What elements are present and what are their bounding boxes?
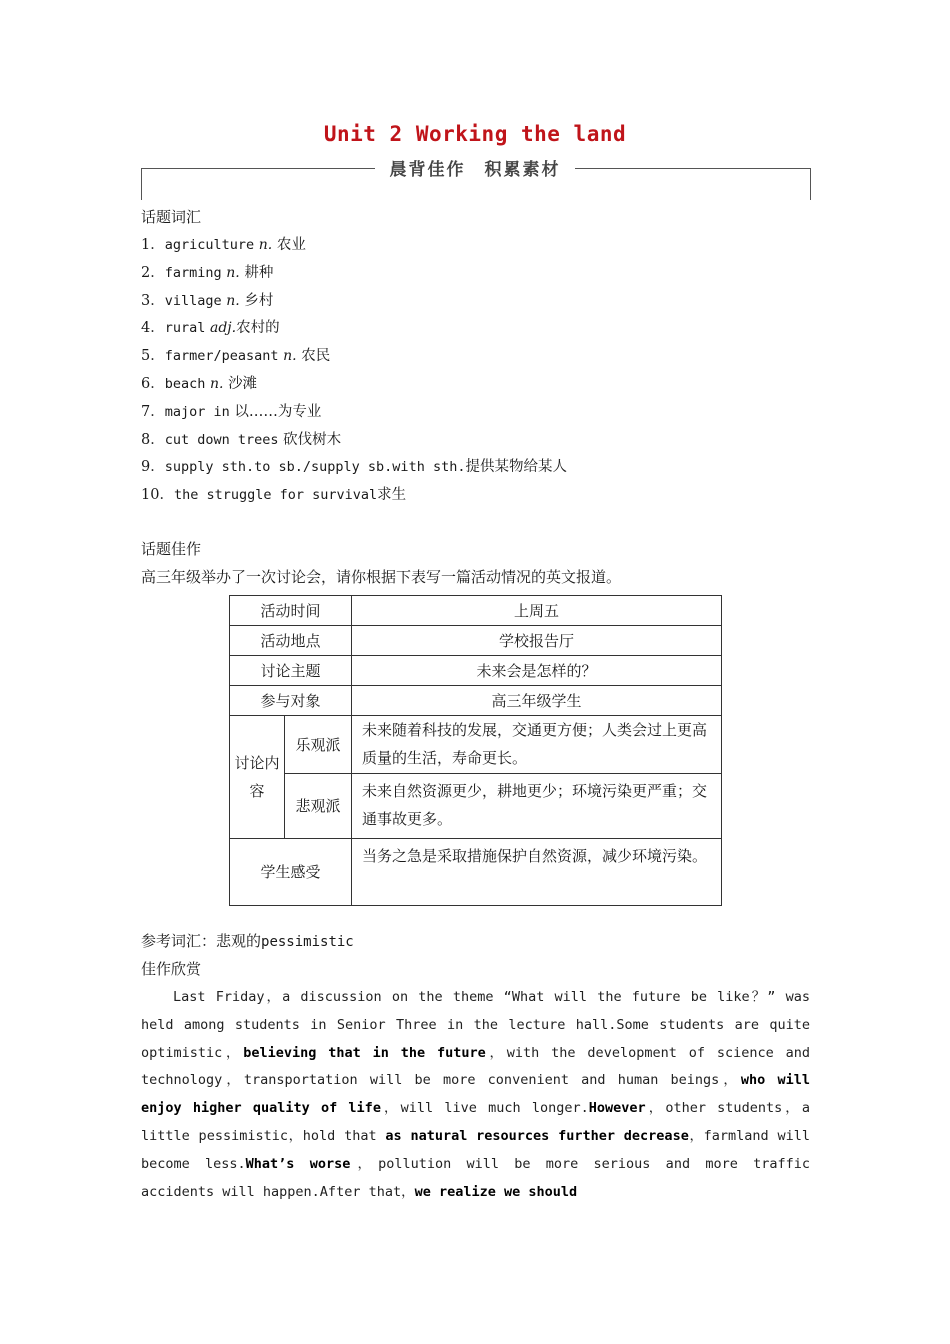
writing-heading: 话题佳作 [141,540,202,558]
vocab-item: 6．beach n. 沙滩 [141,375,258,392]
optimist-value: 未来随着科技的发展，交通更方便；人类会过上更高质量的生活，寿命更长。 [352,716,722,774]
page-title: Unit 2 Working the land [323,122,627,146]
banner-tick-right [810,168,811,200]
table-row [230,656,722,686]
activity-table [229,595,722,906]
vocab-item: 10．the struggle for survival求生 [141,487,407,504]
participants-label: 参与对象 [230,686,352,716]
vocab-list [141,235,821,513]
banner-rule-right [575,168,811,169]
vocab-item: 8．cut down trees 砍伐树木 [141,431,342,448]
time-label: 活动时间 [230,596,352,626]
vocab-item: 7．major in 以……为专业 [141,403,322,420]
vocab-item: 1．agriculture n. 农业 [141,237,306,253]
place-label: 活动地点 [230,626,352,656]
table-row [230,839,722,906]
pessimist-value: 未来自然资源更少，耕地更少；环境污染更严重；交通事故更多。 [352,774,722,839]
place-value: 学校报告厅 [352,626,722,656]
participants-value: 高三年级学生 [352,686,722,716]
banner-tick-left [141,168,142,200]
reference-vocab: 参考词汇：悲观的pessimistic [141,932,354,950]
optimist-label: 乐观派 [285,716,352,774]
writing-task: 高三年级举办了一次讨论会，请你根据下表写一篇活动情况的英文报道。 [141,568,622,586]
feeling-value: 当务之急是采取措施保护自然资源，减少环境污染。 [352,839,722,906]
table-row [230,596,722,626]
appreciation-heading: 佳作欣赏 [141,960,202,978]
table-row [230,686,722,716]
banner-rule-left [141,168,376,169]
topic-label: 讨论主题 [230,656,352,686]
vocab-item: 3．village n. 乡村 [141,292,274,309]
model-essay: Last Friday，a discussion on the theme “What will the future be like？” was held among students in Senior Three in the lecture hall.Some students are quite optimistic，believing that in the future，with the development of science and technology，transportation will be more convenient and human beings，who will enjoy higher quality of life，will live much longer.However，other students，a little pessimistic，hold that as natural resources further decrease，farmland will become less.What’s worse，pollution will be more serious and more traffic accidents will happen.After that，we realize we should [141,989,811,1200]
vocab-item: 9．supply sth.to sb./supply sb.with sth.提供某物给某人 [141,459,567,476]
feeling-label: 学生感受 [230,839,352,906]
vocab-heading: 话题词汇 [141,208,202,226]
time-value: 上周五 [352,596,722,626]
vocab-item: 4．rural adj.农村的 [141,320,280,337]
section-banner: 晨背佳作 积累素材 [375,155,575,180]
table-row [230,716,722,774]
vocab-item: 2．farming n. 耕种 [141,264,274,281]
table-row [230,626,722,656]
content-label: 讨论内容 [230,716,285,839]
pessimist-label: 悲观派 [285,774,352,839]
table-row [230,774,722,839]
topic-value: 未来会是怎样的？ [352,656,722,686]
vocab-item: 5．farmer/peasant n. 农民 [141,348,331,365]
